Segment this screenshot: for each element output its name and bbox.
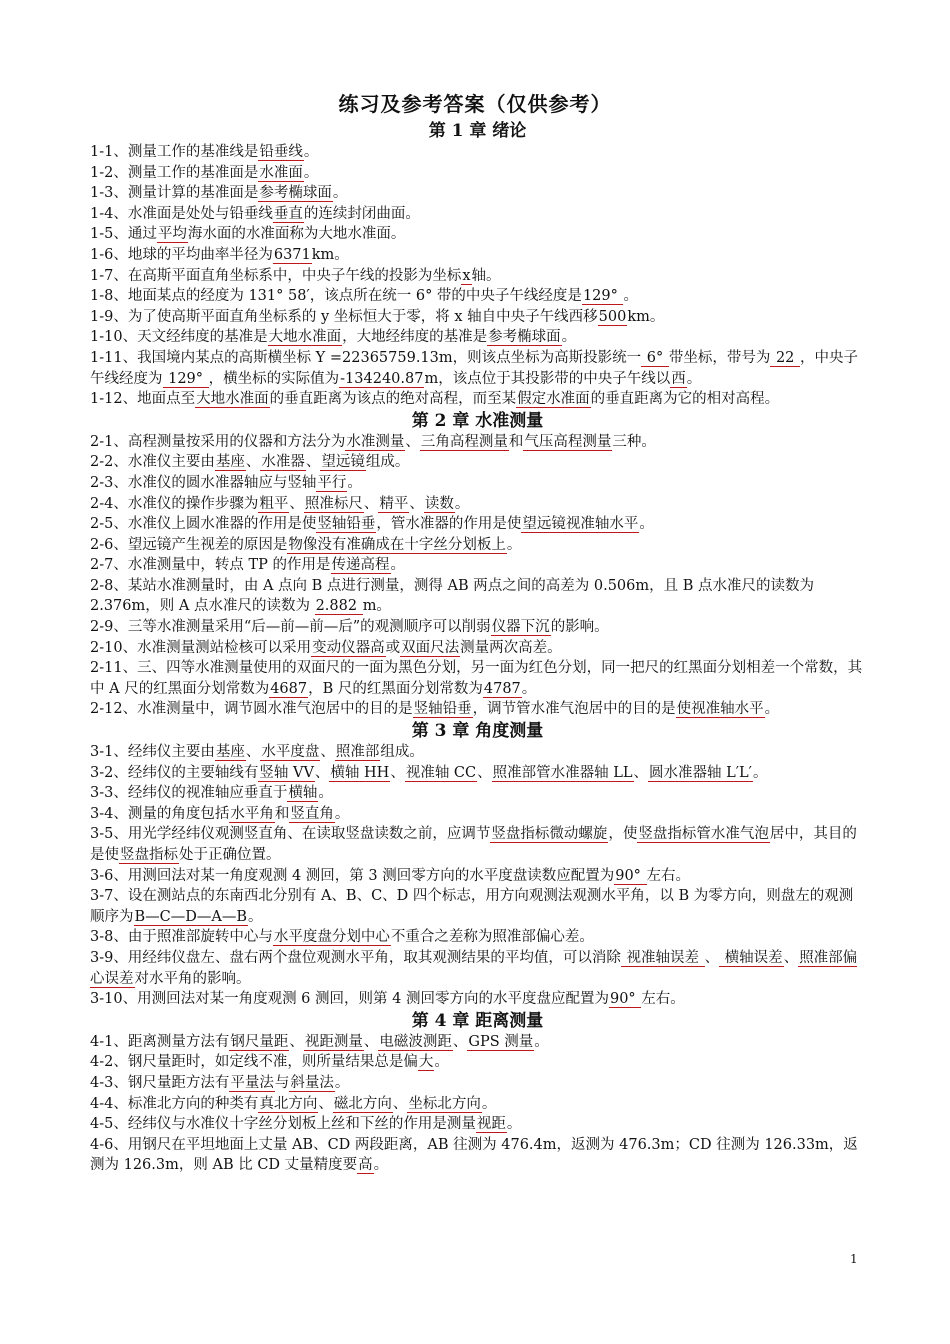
question-text: 的影响。 <box>550 619 609 636</box>
question-item <box>90 948 865 989</box>
question-text: 2-10、水准测量测站检核可以采用 <box>90 639 312 656</box>
question-text: 。 <box>752 764 768 781</box>
answer-text: 129° <box>163 370 208 387</box>
answer-text: 坐标北方向 <box>408 1095 481 1112</box>
question-text: 1-12、地面点至 <box>90 391 196 408</box>
answer-text: 竖盘指标 <box>120 847 178 863</box>
answer-text: 平行 <box>317 474 347 491</box>
question-text: 。 <box>521 680 537 697</box>
question-text: ，中央子午线经度为 <box>90 349 859 387</box>
chapter-heading: 第 1 章 绪论 <box>428 121 527 141</box>
question-text: 组成。 <box>380 744 424 761</box>
answer-text: 横轴 <box>288 785 318 802</box>
question-text: 3-2、经纬仪的主要轴线有 <box>90 764 259 781</box>
question-text: 的连续封闭曲面。 <box>303 205 420 222</box>
question-text: 、 <box>289 495 304 512</box>
question-item <box>90 555 865 576</box>
answer-text: 传递高程 <box>331 557 390 574</box>
question-item <box>90 327 865 348</box>
question-item <box>90 389 865 410</box>
question-item <box>90 1052 865 1073</box>
answer-text: 双面尺法 <box>401 639 460 656</box>
question-text: 的垂直距离为它的相对高程。 <box>590 391 780 408</box>
question-text: 、 <box>405 433 420 450</box>
question-text: 4-4、标准北方向的种类有 <box>90 1095 259 1112</box>
answer-text: 22 <box>771 349 800 366</box>
question-item <box>90 307 865 328</box>
question-item <box>90 514 865 535</box>
question-text: 3-10、用测回法对某一角度观测 6 测回，则第 4 测回零方向的水平度盘应配置为 <box>90 991 609 1008</box>
question-text: 。 <box>764 701 780 718</box>
question-text: 。 <box>334 805 350 822</box>
question-text: 。 <box>373 1157 389 1174</box>
question-text: 和 <box>508 433 524 450</box>
answer-text: 129° <box>582 288 623 305</box>
question-item <box>90 163 865 184</box>
question-text: 。 <box>390 557 405 574</box>
answer-text: 读数 <box>424 495 454 512</box>
question-text: 。 <box>334 1074 350 1091</box>
question-item <box>90 348 865 389</box>
question-item <box>90 763 865 784</box>
question-text: ，B 尺的红黑面分划常数为 <box>308 680 483 697</box>
answer-text: 参考椭球面 <box>259 185 332 202</box>
answer-text: 大 <box>418 1054 434 1071</box>
question-text: 。 <box>561 329 577 346</box>
answer-text: 电磁波测距 <box>379 1033 452 1050</box>
question-item <box>90 245 865 266</box>
answer-text: 竖轴 VV <box>259 764 314 781</box>
answer-text: 物像没有准确成在十字丝分划板上 <box>288 536 506 553</box>
question-text: 、 <box>363 1033 379 1050</box>
question-text: 2-1、高程测量按采用的仪器和方法分为 <box>90 433 346 450</box>
question-text: 处于正确位置。 <box>179 847 281 863</box>
question-item <box>90 617 865 638</box>
answer-text: 照准部偏心误差 <box>90 949 858 987</box>
answer-text: 高 <box>358 1157 373 1174</box>
question-text: 3-5、用光学经纬仪观测竖直角、在读取竖盘读数之前，应调节 <box>90 826 491 843</box>
answer-text: 基座 <box>215 454 245 471</box>
answer-text: 平均 <box>157 226 187 243</box>
question-text: 、 <box>704 949 720 966</box>
question-text: 3-3、经纬仪的视准轴应垂直于 <box>90 785 288 802</box>
answer-text: 大地水准面 <box>196 391 269 408</box>
question-text: 1-2、测量工作的基准面是 <box>90 164 259 181</box>
question-item <box>90 432 865 453</box>
question-text: 、 <box>320 744 335 761</box>
answer-text: 铅垂线 <box>259 144 303 160</box>
question-text: m，该点位于其投影带的中央子午线以 <box>424 370 671 387</box>
question-text: 带坐标，带号为 <box>668 349 771 366</box>
question-text: 3-4、测量的角度包括 <box>90 805 230 822</box>
question-item <box>90 452 865 473</box>
question-text: 。 <box>303 144 319 160</box>
answer-text: 精平 <box>379 495 409 512</box>
question-item <box>90 494 865 515</box>
question-text: 1-1、测量工作的基准线是 <box>90 144 259 160</box>
question-text: 。 <box>506 1116 522 1133</box>
question-text: 。 <box>318 785 333 802</box>
question-item <box>90 576 865 617</box>
question-text: 。 <box>639 516 654 533</box>
question-item <box>90 224 865 245</box>
question-text: 1-7、在高斯平面直角坐标系中，中央子午线的投影为坐标 <box>90 267 462 284</box>
answer-text: 垂直 <box>273 205 303 222</box>
answer-text: 平量法 <box>230 1074 274 1091</box>
chapter-heading: 第 4 章 距离测量 <box>411 1010 544 1031</box>
question-text: 2-9、三等水准测量采用“后—前—前—后”的观测顺序可以削弱 <box>90 619 491 636</box>
answer-text: 望远镜视准轴水平 <box>522 516 639 533</box>
answer-text: -134240.87 <box>340 370 424 387</box>
question-text: 1-4、水准面是处处与铅垂线 <box>90 205 273 222</box>
question-text: 1-9、为了使高斯平面直角坐标系的 y 坐标恒大于零，将 x 轴自中央子午线西移 <box>90 308 598 325</box>
document-body <box>90 120 865 1176</box>
question-text: 、 <box>783 949 799 966</box>
question-text: 。 <box>347 474 362 491</box>
question-item <box>90 804 865 825</box>
question-item <box>90 927 865 948</box>
answer-text: 圆水准器轴 L′L′ <box>649 764 752 781</box>
question-text: 对水平角的影响。 <box>134 970 251 987</box>
question-text: 1-8、地面某点的经度为 131° 58′，该点所在统一 6° 带的中央子午线经度是 <box>90 288 582 305</box>
question-item <box>90 142 865 163</box>
answer-text: 竖盘指标管水准气泡 <box>638 826 769 843</box>
question-text: 1-6、地球的平均曲率半径为 <box>90 246 273 263</box>
question-text: ，调节管水准气泡居中的目的是 <box>472 701 676 718</box>
question-text: 4-3、钢尺量距方法有 <box>90 1074 230 1091</box>
answer-text: 横轴 HH <box>330 764 390 781</box>
page-title: 练习及参考答案（仅供参考） <box>338 92 612 116</box>
question-text: 、 <box>245 454 261 471</box>
question-text: 、 <box>477 764 492 781</box>
question-text: ，使 <box>608 826 638 843</box>
answer-text: 水准器 <box>261 454 305 471</box>
question-text: 。 <box>481 1095 497 1112</box>
question-text: 、 <box>363 495 379 512</box>
question-text: 。 <box>332 185 348 202</box>
question-text: 1-3、测量计算的基准面是 <box>90 185 259 202</box>
question-text: 。 <box>454 495 470 512</box>
question-text: 4-2、钢尺量距时，如定线不准，则所量结果总是偏 <box>90 1054 418 1071</box>
answer-text: 粗平 <box>259 495 289 512</box>
question-text: 的垂直距离为该点的绝对高程，而至某 <box>269 391 517 408</box>
answer-text: 钢尺量距 <box>230 1033 289 1050</box>
question-item <box>90 1094 865 1115</box>
question-text: 2-5、水准仪上圆水准器的作用是使 <box>90 516 317 533</box>
answer-text: 竖盘指标微动螺旋 <box>491 826 608 843</box>
answer-text: 真北方向 <box>259 1095 318 1112</box>
question-text: 2-8、某站水准测量时，由 A 点向 B 点进行测量，测得 AB 两点之间的高差为 0.506m，且 B 点水准尺的读数为 2.376m，则 A 点水准尺的读数为 <box>90 577 814 615</box>
question-text: 、 <box>314 764 330 781</box>
question-text: km。 <box>627 308 665 325</box>
question-text: 。 <box>506 536 522 553</box>
question-text: 。 <box>248 908 263 925</box>
answer-text: GPS 测量 <box>468 1033 534 1050</box>
question-text: 组成。 <box>365 454 410 471</box>
answer-text: 90° <box>609 991 641 1008</box>
question-item <box>90 266 865 287</box>
question-text: 4-1、距离测量方法有 <box>90 1033 230 1050</box>
answer-text: 视准轴误差 <box>621 949 704 966</box>
question-item <box>90 183 865 204</box>
question-text: 左右。 <box>646 867 691 884</box>
answer-text: 望远镜 <box>321 454 365 471</box>
answer-text: B—C—D—A—B <box>134 908 248 925</box>
question-text: 4-6、用钢尺在平坦地面上丈量 AB、CD 两段距离，AB 往测为 476.4m，返测为 476.3m；CD 往测为 126.33m，返测为 126.3m，则 AB 比 CD 丈量精度要 <box>90 1136 858 1174</box>
answer-text: 竖轴铅垂 <box>317 516 376 533</box>
answer-text: 90° <box>615 867 646 884</box>
question-text: 、 <box>392 1095 408 1112</box>
question-text: 海水面的水准面称为大地水准面。 <box>187 226 406 243</box>
answer-text: 大地水准面 <box>268 329 342 346</box>
answer-text: 磁北方向 <box>333 1095 392 1112</box>
answer-text: 水平度盘 <box>261 744 320 761</box>
question-text: 、 <box>318 1095 333 1112</box>
question-item <box>90 286 865 307</box>
question-text: 2-6、望远镜产生视差的原因是 <box>90 536 288 553</box>
answer-text: 4787 <box>483 680 521 697</box>
chapter-heading: 第 2 章 水准测量 <box>411 410 544 431</box>
question-text: 三种。 <box>612 433 656 450</box>
question-item <box>90 699 865 720</box>
question-text: 。 <box>686 370 702 387</box>
question-text: 3-8、由于照准部旋转中心与 <box>90 929 273 946</box>
question-text: 1-11、我国境内某点的高斯横坐标 Y =22365759.13m，则该点坐标为高斯投影统一 <box>90 349 642 366</box>
question-text: 。 <box>534 1033 549 1050</box>
question-text: 和 <box>274 805 290 822</box>
question-text: 1-5、通过 <box>90 226 157 243</box>
answer-text: 4687 <box>270 680 308 697</box>
answer-text: 6° <box>642 349 668 366</box>
question-text: ，大地经纬度的基准是 <box>342 329 488 346</box>
question-text: 2-2、水准仪主要由 <box>90 454 215 471</box>
answer-text: 西 <box>671 370 686 387</box>
question-text: 测量两次高差。 <box>460 639 562 656</box>
question-item <box>90 886 865 927</box>
question-text: 4-5、经纬仪与水准仪十字丝分划板上丝和下丝的作用是测量 <box>90 1116 476 1133</box>
question-text: 轴。 <box>471 267 501 284</box>
question-item <box>90 658 865 699</box>
answer-text: 水平角 <box>230 805 274 822</box>
question-text: 或 <box>385 639 401 656</box>
question-text: 3-9、用经纬仪盘左、盘右两个盘位观测水平角，取其观测结果的平均值，可以消除 <box>90 949 621 966</box>
answer-text: 竖直角 <box>290 805 334 822</box>
question-text: 、 <box>452 1033 468 1050</box>
answer-text: 气压高程测量 <box>524 433 612 450</box>
answer-text: 水准测量 <box>346 433 405 450</box>
answer-text: 视距 <box>476 1116 506 1133</box>
answer-text: 6371 <box>273 246 311 263</box>
answer-text: 假定水准面 <box>517 391 590 408</box>
question-item <box>90 473 865 494</box>
answer-text: 三角高程测量 <box>420 433 508 450</box>
answer-text: 斜量法 <box>290 1074 334 1091</box>
question-text: 2-3、水准仪的圆水准器轴应与竖轴 <box>90 474 317 491</box>
question-item <box>90 1135 865 1176</box>
answer-text: 照准部管水准器轴 LL <box>492 764 633 781</box>
question-text: ，横坐标的实际值为 <box>208 370 340 387</box>
question-item <box>90 535 865 556</box>
answer-text: 变动仪器高 <box>312 639 385 656</box>
question-text: 。 <box>434 1054 449 1071</box>
answer-text: 视距测量 <box>304 1033 363 1050</box>
question-text: 。 <box>303 164 319 181</box>
question-text: 、 <box>305 454 321 471</box>
question-item <box>90 866 865 887</box>
answer-text: 视准轴 CC <box>405 764 477 781</box>
answer-text: 2.882 <box>315 598 362 615</box>
question-text: 2-7、水准测量中，转点 TP 的作用是 <box>90 557 331 574</box>
question-item <box>90 742 865 763</box>
question-item <box>90 824 865 865</box>
question-item <box>90 204 865 225</box>
question-text: 、 <box>245 744 261 761</box>
question-text: 、 <box>633 764 649 781</box>
answer-text: 仪器下沉 <box>491 619 550 636</box>
question-item <box>90 1032 865 1053</box>
question-item <box>90 1073 865 1094</box>
answer-text: 照准部 <box>335 744 380 761</box>
question-text: 、 <box>409 495 424 512</box>
question-text: 3-1、经纬仪主要由 <box>90 744 215 761</box>
question-text: 3-7、设在测站点的东南西北分别有 A、B、C、D 四个标志，用方向观测法观测水平角，以 B 为零方向，则盘左的观测顺序为 <box>90 888 854 925</box>
question-item <box>90 638 865 659</box>
question-text: 2-4、水准仪的操作步骤为 <box>90 495 259 512</box>
answer-text: 参考椭球面 <box>488 329 561 346</box>
question-text: 2-11、三、四等水准测量使用的双面尺的一面为黑色分划，另一面为红色分划，同一把尺的红黑面分划相差一个常数，其中 A 尺的红黑面分划常数为 <box>90 660 863 697</box>
question-text: 与 <box>274 1074 290 1091</box>
answer-text: 水平度盘分划中心 <box>273 929 390 946</box>
answer-text: 水准面 <box>259 164 303 181</box>
question-item <box>90 783 865 804</box>
question-text: 左右。 <box>641 991 685 1008</box>
answer-text: 横轴误差 <box>720 949 783 966</box>
question-text: ，管水准器的作用是使 <box>376 516 522 533</box>
answer-text: 使视准轴水平 <box>676 701 764 718</box>
question-text: km。 <box>311 246 349 263</box>
question-text: 2-12、水准测量中，调节圆水准气泡居中的目的是 <box>90 701 413 718</box>
question-item <box>90 1114 865 1135</box>
question-text: 。 <box>623 288 638 305</box>
question-text: m。 <box>362 598 391 615</box>
answer-text: 500 <box>598 308 627 325</box>
chapter-heading: 第 3 章 角度测量 <box>411 721 544 742</box>
page-number: 1 <box>850 1252 858 1266</box>
answer-text: 照准标尺 <box>304 495 363 512</box>
question-text: 、 <box>289 1033 304 1050</box>
question-item <box>90 989 865 1010</box>
question-text: 不重合之差称为照准部偏心差。 <box>390 929 594 946</box>
question-text: 1-10、天文经纬度的基准是 <box>90 329 268 346</box>
answer-text: 竖轴铅垂 <box>413 701 472 718</box>
question-text: 3-6、用测回法对某一角度观测 4 测回，第 3 测回零方向的水平度盘读数应配置为 <box>90 867 615 884</box>
question-text: 、 <box>390 764 405 781</box>
answer-text: 基座 <box>215 744 245 761</box>
answer-text: x <box>462 267 471 284</box>
question-text: 居中，其目的是使 <box>90 826 857 863</box>
